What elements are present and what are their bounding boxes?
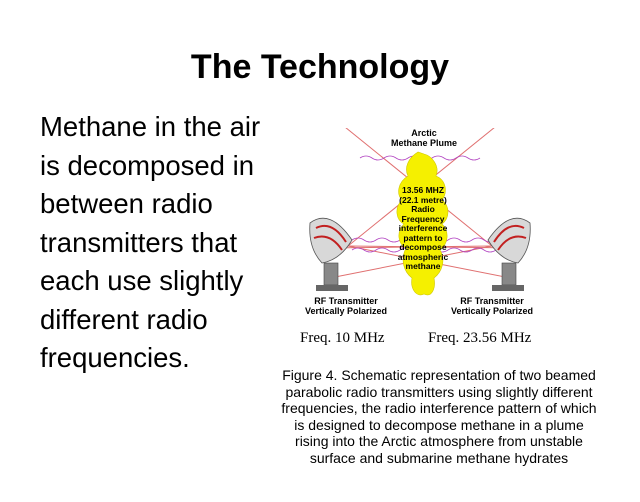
plume-text-line: atmospheric xyxy=(397,251,449,262)
caption-line: is designed to decompose methane in a plume xyxy=(294,416,584,433)
caption-line: frequencies, the radio interference pattern of which xyxy=(281,400,597,417)
body-line: between radio xyxy=(40,188,213,219)
plume-text-line: decompose xyxy=(399,242,447,252)
right-dish-label-line: RF Transmitter xyxy=(460,296,524,306)
plume-label-line: Arctic xyxy=(411,128,437,138)
caption-line: parabolic radio transmitters using slightly different xyxy=(285,383,593,400)
freq-right: Freq. 23.56 MHz xyxy=(428,330,532,346)
plume-text-line: 13.56 MHZ xyxy=(401,185,445,195)
left-dish-label xyxy=(296,296,396,316)
plume-text-line: pattern to xyxy=(403,232,443,243)
schematic-figure xyxy=(300,128,540,318)
slide-body xyxy=(40,108,290,378)
body-line: transmitters that xyxy=(40,226,238,258)
plume-label-line: Methane Plume xyxy=(390,138,457,148)
left-transmitter-dish xyxy=(310,218,352,291)
caption-line: surface and submarine methane hydrates xyxy=(309,449,569,466)
body-line: each use slightly xyxy=(40,265,244,296)
plume-text-line: interference xyxy=(398,223,448,233)
plume-text-line: Frequency xyxy=(401,213,445,224)
body-line: frequencies. xyxy=(40,342,190,373)
body-line: different radio xyxy=(40,303,208,335)
right-dish-label-line: Vertically Polarized xyxy=(450,306,534,316)
body-line: Methane in the air xyxy=(40,111,261,142)
plume-text-line: Radio xyxy=(411,204,435,214)
caption-line: rising into the Arctic atmosphere from unstable xyxy=(295,433,583,450)
caption-line: Figure 4. Schematic representation of two beamed xyxy=(282,367,596,383)
slide-title: The Technology xyxy=(190,48,450,86)
figure-caption xyxy=(242,367,636,467)
right-transmitter-dish xyxy=(488,218,530,291)
plume-label xyxy=(384,128,464,148)
plume-text-line: (22.1 metre) xyxy=(399,194,447,205)
body-line: is decomposed in xyxy=(40,149,255,181)
right-dish-label xyxy=(442,296,542,316)
freq-left: Freq. 10 MHz xyxy=(300,330,385,346)
left-dish-label-line: Vertically Polarized xyxy=(304,306,388,316)
plume-description xyxy=(390,186,456,272)
left-dish-label-line: RF Transmitter xyxy=(314,296,378,306)
plume-text-line: methane xyxy=(405,261,441,271)
